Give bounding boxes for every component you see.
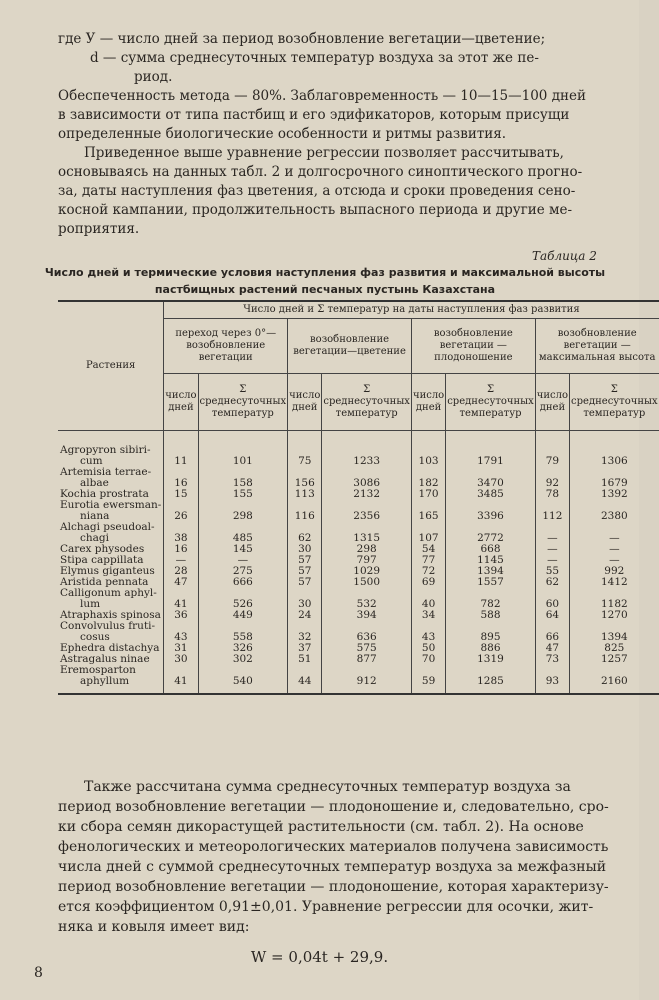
table-cell: 1392 [570,489,659,500]
table-cell: 40 [411,599,445,610]
table-cell: 44 [288,676,322,694]
sum-subheader: Σ среднесуточных температур [570,374,659,431]
table-cell: 70 [411,654,445,665]
table-cell: 107 [411,533,445,544]
table-cell: 69 [411,577,445,588]
table-cell: 1791 [446,456,536,467]
body-line-6: период возобновление вегетации — плодоношение, которая характеризу- [58,879,609,895]
table-cell: 93 [535,676,569,694]
data-table [58,300,659,695]
text-line-9: за, даты наступления фаз цветения, а отсюда и сроки проведения сено- [58,183,576,199]
plant-name: Carex physodes [60,543,145,555]
body-line-8: няка и ковыля имеет вид: [58,919,250,935]
table-cell: 1319 [446,654,536,665]
table-cell: 32 [288,632,322,643]
plant-name: Atraphaxis spinosa [60,609,161,621]
text-line-7: Приведенное выше уравнение регрессии позволяет рассчитывать, [84,145,564,161]
table-cell: 485 [198,533,288,544]
table-cell: 55 [535,566,569,577]
text-line-1: где У — число дней за период возобновление вегетации—цветение; [58,31,546,47]
table-cell: 1557 [446,577,536,588]
table-cell: 77 [411,555,445,566]
table-cell: 1394 [446,566,536,577]
table-cell: 64 [535,610,569,621]
phase-header-1: переход через 0°—возобновление вегетации [164,319,288,374]
phase-header-2: возобновление вегетации—цветение [288,319,412,374]
text-line-3: риод. [134,69,173,85]
plant-name: Alchagi pseudoal- [60,521,155,533]
plant-name: Stipa cappillata [60,554,144,566]
table-cell: 2356 [322,511,412,522]
table-cell: 112 [535,511,569,522]
text-line-5: в зависимости от типа пастбищ и его эдификаторов, которым присущи [58,107,570,123]
table-cell: 588 [446,610,536,621]
text-line-6: определенные биологические особенности и ритмы развития. [58,126,507,142]
plant-name: Calligonum aphyl- [60,587,157,599]
table-cell: 79 [535,456,569,467]
plant-name: cosus [80,631,110,643]
plant-name: Astragalus ninae [60,653,150,665]
table-cell: 3396 [446,511,536,522]
body-line-5: числа дней с суммой среднесуточных температур воздуха за межфазный [58,859,607,875]
table-cell: — [198,555,288,566]
table-cell: 298 [198,511,288,522]
table-cell: 1412 [570,577,659,588]
plants-column-header: Растения [58,301,164,431]
table-cell: 37 [288,643,322,654]
table-cell: — [570,544,659,555]
table-row [58,654,659,665]
table-cell: 47 [164,577,198,588]
plant-name: Agropyron sibiri- [60,444,151,456]
table-cell: 1394 [570,632,659,643]
table-cell: 31 [164,643,198,654]
table-cell: 60 [535,599,569,610]
days-subheader: число дней [535,374,569,431]
table-cell: 11 [164,456,198,467]
table-cell: 992 [570,566,659,577]
text-line-8: основываясь на данных табл. 2 и долгосрочного синоптического прогно- [58,164,583,180]
table-cell: 101 [198,456,288,467]
text-line-4: Обеспеченность метода — 80%. Заблаговременность — 10—15—100 дней [58,88,586,104]
table-cell: 326 [198,643,288,654]
table-cell: 36 [164,610,198,621]
plant-name: Ephedra distachya [60,642,160,654]
table-cell: 66 [535,632,569,643]
table-cell: 449 [198,610,288,621]
table-cell: 912 [322,676,412,694]
table-cell: 2380 [570,511,659,522]
table-cell: 78 [535,489,569,500]
table-cell: 116 [288,511,322,522]
plant-name: Eurotia ewersman- [60,499,162,511]
plant-name: chagi [80,532,109,544]
table-cell: 275 [198,566,288,577]
table-cell: — [535,555,569,566]
table-cell: — [535,544,569,555]
table-cell: 3485 [446,489,536,500]
plant-name: Kochia prostrata [60,488,149,500]
table-cell: 155 [198,489,288,500]
table-cell: — [164,555,198,566]
table-cell: 558 [198,632,288,643]
table-cell: 54 [411,544,445,555]
plant-name: aphyllum [58,676,164,694]
table-cell: 158 [198,478,288,489]
table-cell: 92 [535,478,569,489]
table-cell: 3086 [322,478,412,489]
table-cell: 298 [322,544,412,555]
body-line-3: ки сбора семян дикорастущей растительности (см. табл. 2). На основе [58,819,584,835]
table-cell: 1145 [446,555,536,566]
table-cell: 636 [322,632,412,643]
table-cell: 57 [288,577,322,588]
table-cell: 895 [446,632,536,643]
table-cell: 877 [322,654,412,665]
table-cell: 41 [164,599,198,610]
sum-subheader: Σ среднесуточных температур [198,374,288,431]
sum-subheader: Σ среднесуточных температур [446,374,536,431]
table-cell: 1257 [570,654,659,665]
table-cell: 2132 [322,489,412,500]
table-cell: 38 [164,533,198,544]
plant-name: Convolvulus fruti- [60,620,156,632]
table-cell: 72 [411,566,445,577]
table-cell: 3470 [446,478,536,489]
table-cell: 43 [164,632,198,643]
page-number: 8 [34,965,43,981]
body-line-7: ется коэффициентом 0,91±0,01. Уравнение регрессии для осочки, жит- [58,899,594,915]
table-cell: 28 [164,566,198,577]
table-cell: 51 [288,654,322,665]
text-line-10: косной кампании, продолжительность выпасного периода и другие ме- [58,202,573,218]
plant-name: Aristida pennata [60,576,149,588]
table-cell: 1679 [570,478,659,489]
plant-name: lum [80,598,101,610]
table-cell: 666 [198,577,288,588]
table-cell: 59 [411,676,445,694]
table-cell: 30 [288,544,322,555]
table-cell: 62 [535,577,569,588]
table-cell: 526 [198,599,288,610]
table-cell: 170 [411,489,445,500]
body-line-1: Также рассчитана сумма среднесуточных температур воздуха за [84,779,571,795]
table-cell: 145 [198,544,288,555]
body-line-2: период возобновление вегетации — плодоношение и, следовательно, сро- [58,799,609,815]
table-cell: 825 [570,643,659,654]
table-cell: 24 [288,610,322,621]
table-cell: 797 [322,555,412,566]
table-cell: — [570,555,659,566]
table-cell: 103 [411,456,445,467]
table-cell: 1029 [322,566,412,577]
table-cell: 532 [322,599,412,610]
table-cell: — [535,533,569,544]
table-body [58,431,659,695]
sum-subheader: Σ среднесуточных температур [322,374,412,431]
table-cell: 182 [411,478,445,489]
phase-header-4: возобновление вегетации — максимальная высота [535,319,658,374]
table-cell: 113 [288,489,322,500]
table-row [58,676,659,694]
table-cell: 26 [164,511,198,522]
days-subheader: число дней [411,374,445,431]
body-line-4: фенологических и метеорологических материалов получена зависимость [58,839,609,855]
table-cell: 30 [164,654,198,665]
table-cell: 575 [322,643,412,654]
table-cell: — [570,533,659,544]
table-label: Таблица 2 [532,249,597,263]
table-cell: 57 [288,566,322,577]
table-cell: 302 [198,654,288,665]
table-cell: 1182 [570,599,659,610]
phase-header-3: возобновление вегетации — плодоношение [411,319,535,374]
table-cell: 782 [446,599,536,610]
table-cell: 1233 [322,456,412,467]
table-cell: 2160 [570,676,659,694]
table-caption-line-1: Число дней и термические условия наступления фаз развития и максимальной высоты [44,266,606,279]
table-cell: 886 [446,643,536,654]
table-cell: 75 [288,456,322,467]
plant-name: albae [80,477,109,489]
table-cell: 394 [322,610,412,621]
table-cell: 16 [164,544,198,555]
table-cell: 540 [198,676,288,694]
group-header: Число дней и Σ температур на даты наступления фаз развития [164,301,659,319]
table-cell: 34 [411,610,445,621]
table-cell: 15 [164,489,198,500]
plant-name: niana [80,510,110,522]
table-cell: 30 [288,599,322,610]
table-cell: 668 [446,544,536,555]
table-cell: 62 [288,533,322,544]
table-cell: 73 [535,654,569,665]
table-cell: 47 [535,643,569,654]
table-cell: 165 [411,511,445,522]
table-cell: 1500 [322,577,412,588]
table-cell: 1306 [570,456,659,467]
days-subheader: число дней [288,374,322,431]
plant-name: cum [80,455,103,467]
table-caption-line-2: пастбищных растений песчаных пустынь Казахстана [154,283,496,296]
table-cell: 156 [288,478,322,489]
text-line-2: d — сумма среднесуточных температур воздуха за этот же пе- [90,50,539,66]
regression-formula: W = 0,04t + 29,9. [250,948,389,966]
table-cell: 1270 [570,610,659,621]
plant-name: Elymus giganteus [60,565,155,577]
plant-name: Artemisia terrae- [60,466,152,478]
table-cell: 1315 [322,533,412,544]
days-subheader: число дней [164,374,198,431]
table-cell: 2772 [446,533,536,544]
table-cell: 57 [288,555,322,566]
table-cell: 41 [164,676,198,694]
table-cell: 43 [411,632,445,643]
table-cell: 50 [411,643,445,654]
table-cell: 1285 [446,676,536,694]
plant-name: Eremosparton [60,664,136,676]
text-line-11: роприятия. [58,221,140,237]
table-cell: 16 [164,478,198,489]
